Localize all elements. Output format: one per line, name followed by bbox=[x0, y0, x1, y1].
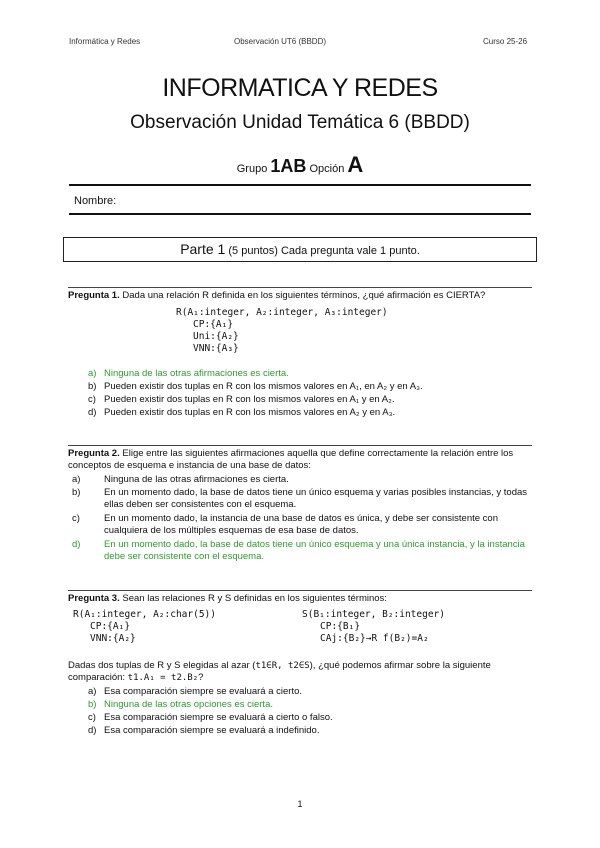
q1-option: d) Pueden existir dos tuplas en R con los mismos valores en A₂ y en A₃. bbox=[88, 407, 396, 418]
q1-schema-line: R(A₁:integer, A₂:integer, A₃:integer) bbox=[176, 307, 388, 318]
q2-separator bbox=[68, 445, 532, 446]
q3-label: Pregunta 3. bbox=[68, 593, 120, 604]
part-box bbox=[63, 237, 537, 262]
rule-bottom bbox=[69, 213, 531, 215]
grupo-label: Grupo bbox=[236, 163, 268, 175]
q1-statement bbox=[68, 290, 538, 302]
q3-schema-s-line: CP:{B₁} bbox=[320, 621, 361, 632]
q3-schema-r-line: R(A₁:integer, A₂:char(5)) bbox=[73, 609, 216, 620]
q3-code-comparison: t1.A₁ = t2.B₂ bbox=[127, 673, 199, 684]
q2-option: c) En un momento dado, la instancia de una base de datos es única, y debe ser consistente con cualquiera de los múltiples esquemas de esa base de datos. bbox=[72, 513, 498, 537]
q2-statement bbox=[68, 448, 536, 473]
q1-label: Pregunta 1. bbox=[68, 290, 120, 301]
q3-separator bbox=[68, 590, 532, 591]
page-subtitle: Observación Unidad Temática 6 (BBDD) bbox=[130, 112, 470, 133]
q3-option: b) Ninguna de las otras opciones es cierta. bbox=[88, 699, 273, 710]
header-center: Observación UT6 (BBDD) bbox=[234, 37, 327, 46]
q2-text: Elige entre las siguientes afirmaciones aquella que define correctamente la relación entre los conceptos de esquema e instancia de una base de datos: bbox=[68, 448, 514, 472]
page-number: 1 bbox=[297, 799, 303, 809]
q3-comparison-text: Dadas dos tuplas de R y S elegidas al azar (t1∈R, t2∈S), ¿qué podemos afirmar sobre la siguiente comparación: t1.A₁ = t2.B₂? bbox=[68, 660, 491, 684]
q2-option: a) Ninguna de las otras afirmaciones es cierta. bbox=[72, 474, 289, 485]
q3-schema-r-line: VNN:{A₂} bbox=[90, 633, 136, 644]
q1-separator bbox=[68, 287, 532, 288]
part-points: (5 puntos) bbox=[228, 245, 278, 257]
q1-option: a) Ninguna de las otras afirmaciones es cierta. bbox=[88, 368, 289, 379]
q3-option: d) Esa comparación siempre se evaluará a indefinido. bbox=[88, 725, 320, 736]
q3-option: c) Esa comparación siempre se evaluará a cierto o falso. bbox=[88, 712, 333, 723]
q1-option: b) Pueden existir dos tuplas en R con los mismos valores en A₁, en A₂ y en A₃. bbox=[88, 381, 423, 392]
name-label: Nombre: bbox=[74, 195, 117, 207]
q3-code-tuples: t1∈R, t2∈S bbox=[255, 661, 310, 671]
part-title: Parte 1 bbox=[180, 241, 226, 257]
page-title: INFORMATICA Y REDES bbox=[162, 74, 438, 102]
q1-option: c) Pueden existir dos tuplas en R con los mismos valores en A₁ y en A₂. bbox=[88, 394, 395, 405]
q3-schema-r-line: CP:{A₁} bbox=[90, 621, 131, 632]
q1-schema-line: Uni:{A₂} bbox=[193, 331, 239, 342]
q2-option: d) En un momento dado, la base de datos tiene un único esquema y una única instancia, y la instancia debe ser consistente con el esquema. bbox=[72, 539, 525, 563]
q3-statement bbox=[68, 593, 538, 605]
opcion-label: Opción bbox=[309, 163, 345, 175]
q3-text: Sean las relaciones R y S definidas en los siguientes términos: bbox=[122, 593, 387, 604]
opcion-value: A bbox=[347, 152, 364, 177]
part-note: Cada pregunta vale 1 punto. bbox=[280, 245, 420, 257]
q1-schema-line: CP:{A₁} bbox=[193, 319, 234, 330]
grupo-value: 1AB bbox=[270, 156, 307, 176]
group-line bbox=[0, 152, 600, 178]
q1-text: Dada una relación R definida en los siguientes términos, ¿qué afirmación es CIERTA? bbox=[122, 290, 486, 301]
header-left: Informática y Redes bbox=[69, 37, 141, 46]
q2-option: b) En un momento dado, la base de datos tiene un único esquema y varias posibles instancias, y todas ellas deben ser consistentes con el esquema. bbox=[72, 487, 528, 511]
q3-schema-s-line: S(B₁:integer, B₂:integer) bbox=[302, 609, 445, 620]
q2-label: Pregunta 2. bbox=[68, 448, 120, 459]
q3-schema-s-line: CAj:{B₂}→R f(B₂)=A₂ bbox=[320, 633, 429, 644]
rule-top bbox=[69, 184, 531, 186]
header-right: Curso 25-26 bbox=[483, 37, 528, 46]
q3-option: a) Esa comparación siempre se evaluará a cierto. bbox=[88, 686, 303, 697]
q1-schema-line: VNN:{A₃} bbox=[193, 343, 239, 354]
